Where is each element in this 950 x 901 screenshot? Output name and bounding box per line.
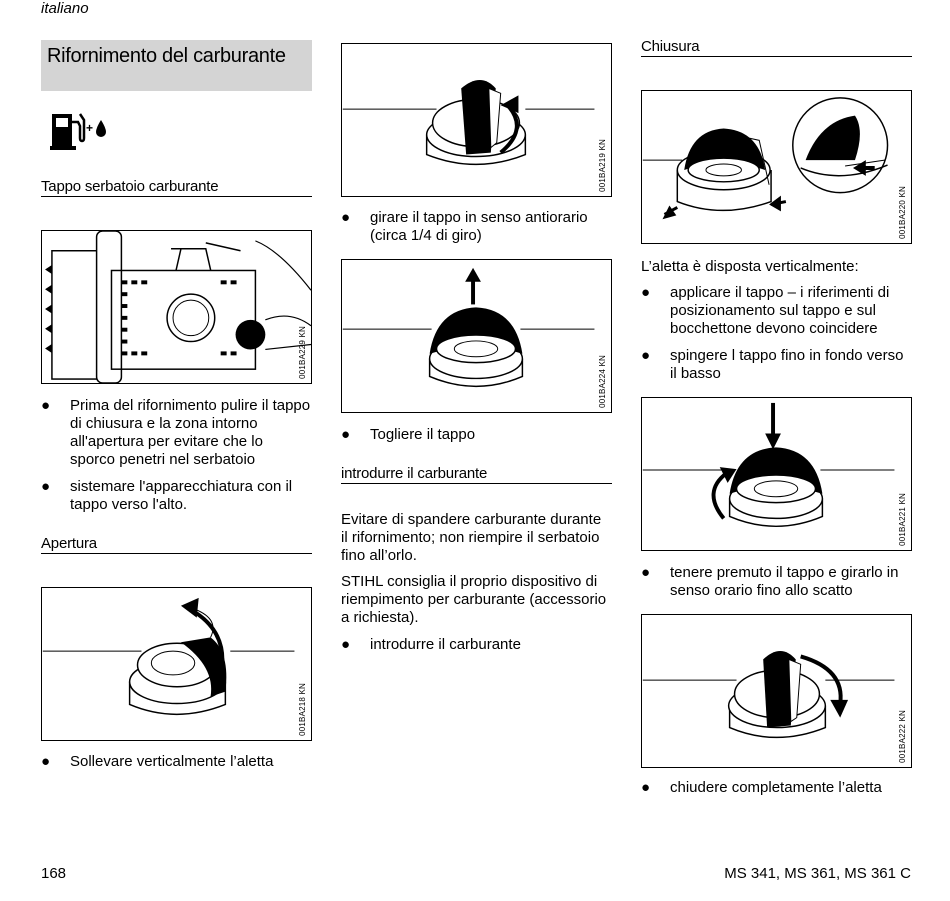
figure-code: 001BA229 KN xyxy=(298,326,307,379)
bullet-icon: ● xyxy=(641,347,651,364)
svg-text:+: + xyxy=(86,121,94,135)
list-item: ● Sollevare verticalmente l’aletta xyxy=(41,753,274,770)
figure-opening xyxy=(41,587,312,741)
figure-code: 001BA222 KN xyxy=(898,710,907,763)
list-item: ● girare il tappo in senso antiorario (circa 1/4 di giro) xyxy=(341,209,588,244)
figure-closing-cap xyxy=(641,90,912,244)
bullet-icon: ● xyxy=(641,284,651,301)
heading-opening: Apertura xyxy=(41,535,312,554)
language-label: italiano xyxy=(41,0,89,17)
bullet-icon: ● xyxy=(641,564,651,581)
list-item: ● applicare il tappo – i riferimenti di posizionamento sul tappo e sul bocchettone devono coincidere xyxy=(641,284,890,337)
figure-code: 001BA219 KN xyxy=(598,139,607,192)
bullet-icon: ● xyxy=(341,426,351,443)
bullet-icon: ● xyxy=(41,397,51,414)
figure-turn-cap xyxy=(341,43,612,197)
list-item: ● spingere l tappo fino in fondo verso il basso xyxy=(641,347,904,382)
figure-code: 001BA221 KN xyxy=(898,493,907,546)
list-item: ● tenere premuto il tappo e girarlo in senso orario fino allo scatto xyxy=(641,564,899,599)
oil-drop-icon xyxy=(96,120,106,137)
bullet-icon: ● xyxy=(41,753,51,770)
heading-tank-cap: Tappo serbatoio carburante xyxy=(41,178,312,197)
figure-code: 001BA220 KN xyxy=(898,186,907,239)
bullet-icon: ● xyxy=(341,636,351,653)
figure-tank-cap xyxy=(41,230,312,384)
figure-close-flap xyxy=(641,614,912,768)
bullet-icon: ● xyxy=(641,779,651,796)
bullet-icon: ● xyxy=(341,209,351,226)
heading-fuel: introdurre il carburante xyxy=(341,465,612,484)
paragraph-intro: L’aletta è disposta verticalmente: xyxy=(641,258,859,275)
paragraph-warning: Evitare di spandere carburante durante il rifornimento; non riempire il serbatoio fino all’orlo. xyxy=(341,511,602,564)
page-title-box xyxy=(41,40,312,91)
figure-code: 001BA218 KN xyxy=(298,683,307,736)
figure-remove-cap xyxy=(341,259,612,413)
model-label: MS 341, MS 361, MS 361 C xyxy=(724,865,911,882)
heading-closing: Chiusura xyxy=(641,38,912,57)
figure-code: 001BA224 KN xyxy=(598,355,607,408)
list-item: ● Togliere il tappo xyxy=(341,426,476,443)
paragraph-stihl: STIHL consiglia il proprio dispositivo di riempimento per carburante (accessorio a richiesta). xyxy=(341,573,607,626)
fuel-pump-icon xyxy=(50,108,112,150)
bullet-icon: ● xyxy=(41,478,51,495)
list-item: ● chiudere completamente l’aletta xyxy=(641,779,882,796)
page-number: 168 xyxy=(41,865,67,882)
page-title: Rifornimento del carburante xyxy=(47,45,286,67)
list-item: ● sistemare l'apparecchiatura con il tappo verso l'alto. xyxy=(41,478,293,513)
figure-press-turn xyxy=(641,397,912,551)
list-item: ● introdurre il carburante xyxy=(341,636,521,653)
list-item: ● Prima del rifornimento pulire il tappo di chiusura e la zona intorno all'apertura per evitare che lo sporco penetri nel serbatoio xyxy=(41,397,311,468)
